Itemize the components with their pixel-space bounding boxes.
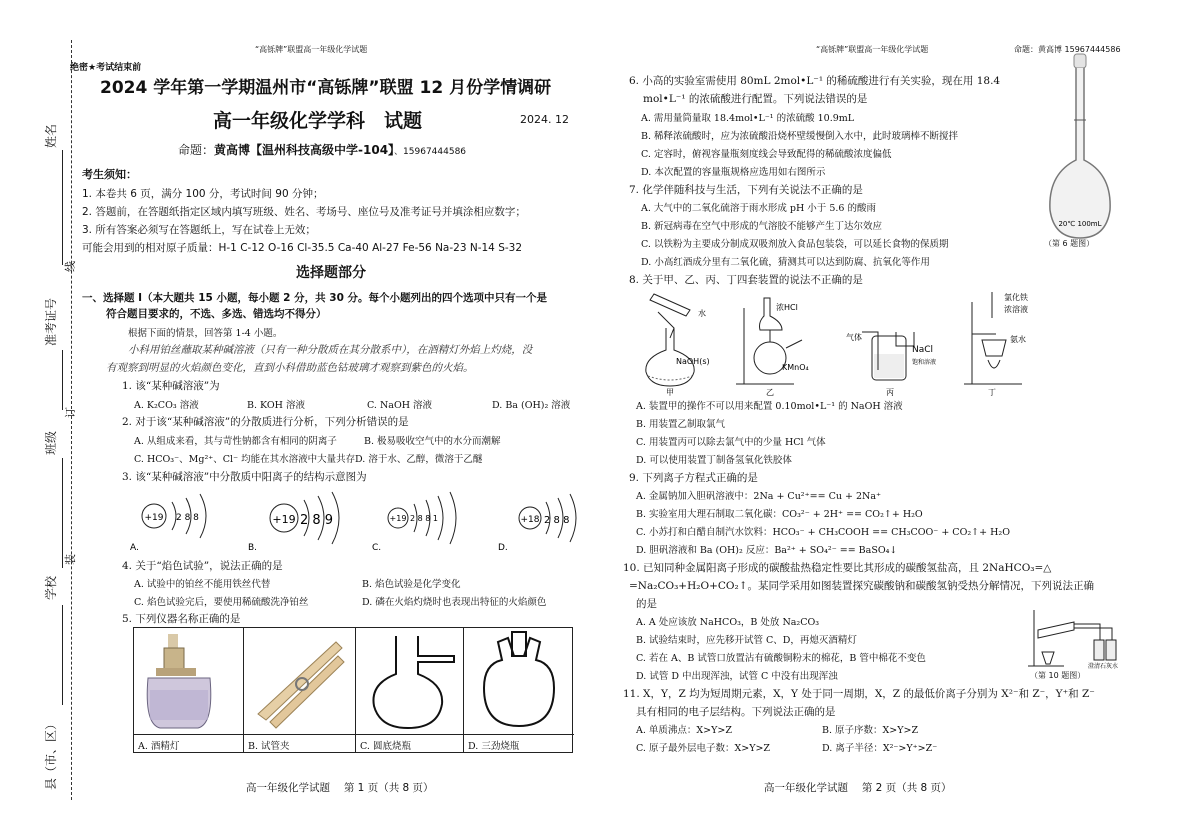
q8-stem: 8. 关于甲、乙、丙、丁四套装置的说法不正确的是 (629, 274, 863, 286)
q3-b-charge: +19 (272, 513, 296, 526)
q9-option-b: B. 实验室用大理石制取二氧化碳：CO₃²⁻ + 2H⁺ == CO₂↑+ H₂O (636, 509, 923, 520)
ding-conc-label: 浓溶液 (1004, 305, 1028, 314)
section-title: 选择题部分 (296, 265, 366, 281)
bing-nacl-label: NaCl (912, 345, 934, 355)
q2-stem: 2. 对于该“某种碱溶液”的分散质进行分析，下列分析错误的是 (122, 416, 409, 428)
confidential-mark: 绝密★考试结束前 (70, 63, 142, 73)
ding-ammonia-label: 氨水 (1010, 335, 1026, 344)
q10-stem-3: 的是 (636, 598, 657, 610)
q6-option-d: D. 本次配置的容量瓶规格应选用如右图所示 (641, 167, 826, 178)
q1-stem: 1. 该“某种碱溶液”为 (122, 380, 220, 392)
q3-diagram-d (498, 494, 576, 553)
volumetric-flask-figure (1040, 50, 1120, 245)
q3-diagram-b (248, 492, 339, 553)
q5-caption-b: B. 试管夹 (244, 734, 355, 752)
q5-caption-c: C. 圆底烧瓶 (356, 734, 463, 752)
notice-item-1: 1. 本卷共 6 页，满分 100 分，考试时间 90 分钟； (82, 188, 324, 200)
q5-caption-d: D. 三劲烧瓶 (464, 734, 574, 752)
q3-ion-diagrams (128, 484, 588, 554)
q3-b-label: B. (248, 543, 258, 553)
scene-intro: 根据下面的情景，回答第 1-4 小题。 (128, 328, 283, 339)
q6-option-c: C. 定容时，俯视容量瓶刻度线会导致配得的稀硫酸浓度偏低 (641, 149, 892, 160)
q5-cell-a (134, 628, 244, 752)
q7-option-b: B. 新冠病毒在空气中形成的气溶胶不能够产生丁达尔效应 (641, 221, 883, 232)
margin-label-exam-id: 准考证号 (44, 297, 58, 346)
exam-date: 2024. 12 (520, 113, 569, 126)
q8-apparatus-figure (636, 288, 1056, 396)
test-tube-clamp-image (244, 628, 356, 734)
yi-kmno4-label: KMnO₄ (782, 363, 809, 372)
q3-b-shells: 2 8 9 (300, 513, 334, 528)
part1-instruction-2: 符合题目要求的，不选、多选、错选均不得分） (106, 308, 327, 320)
alcohol-lamp-image (134, 628, 244, 734)
apparatus-jia (646, 294, 710, 396)
q10-option-d: D. 试管 D 中出现浑浊，试管 C 中没有出现浑浊 (636, 671, 838, 682)
atomic-mass-note: 可能会用到的相对原子质量：H-1 C-12 O-16 Cl-35.5 Ca-40 Al-27 Fe-56 Na-23 N-14 S-32 (82, 242, 523, 254)
q2-option-b: B. 极易吸收空气中的水分而潮解 (364, 436, 501, 447)
page2-header-author: 命题：黄高博 15967444586 (1014, 45, 1121, 54)
apparatus-bing (846, 332, 936, 396)
q5-instrument-table (133, 627, 573, 753)
q11-option-c: C. 原子最外层电子数：X>Y>Z (636, 743, 771, 754)
exam-id-blank-line (62, 350, 63, 410)
author-label: 命题： (178, 143, 215, 157)
jia-naoh-label: NaOH(s) (676, 357, 710, 366)
q6-option-a: A. 需用量筒量取 18.4mol•L⁻¹ 的浓硫酸 10.9mL (641, 113, 855, 124)
exam-title-line1: 2024 学年第一学期温州市“高铄牌”联盟 12 月份学情调研 (100, 78, 552, 98)
q3-d-label: D. (498, 543, 508, 553)
q2-option-d: D. 溶于水、乙醇，微溶于乙醚 (355, 454, 483, 465)
q3-a-label: A. (130, 543, 139, 553)
q11-option-d: D. 离子半径：X²⁻>Y⁺>Z⁻ (822, 743, 938, 754)
school-blank-line (62, 605, 63, 705)
q3-c-shells: 2 8 8 1 (410, 514, 438, 523)
author-name: 黄高博【温州科技高级中学-104】 (214, 143, 395, 157)
volumetric-flask-label: 20℃ 100mL (1058, 220, 1102, 228)
q11-stem-1: 11. X，Y，Z 均为短周期元素，X，Y 处于同一周期，X，Z 的最低价离子分别为 X²⁻和 Z⁻，Y⁺和 Z⁻ (623, 688, 1095, 700)
binding-dashed-line (71, 40, 72, 800)
flask-image (356, 628, 464, 734)
margin-label-county: 县（市、区） (44, 717, 58, 790)
q10-apparatus-figure (1024, 600, 1124, 670)
name-blank-line (62, 150, 63, 265)
q4-option-c: C. 焰色试验完后，要使用稀硫酸洗净铂丝 (134, 597, 309, 608)
q7-option-c: C. 以铁粉为主要成分制成双吸剂放入食品包装袋，可以延长食物的保质期 (641, 239, 949, 250)
q8-option-c: C. 用装置丙可以除去氯气中的少量 HCl 气体 (636, 437, 826, 448)
bing-gas-label: 气体 (846, 333, 862, 342)
q9-option-d: D. 胆矾溶液和 Ba (OH)₂ 反应：Ba²⁺ + SO₄²⁻ == BaSO₄↓ (636, 545, 898, 556)
q2-option-c: C. HCO₃⁻、Mg²⁺、Cl⁻ 均能在其水溶液中大量共存 (134, 454, 356, 465)
notice-item-3: 3. 所有答案必须写在答题纸上，写在试卷上无效； (82, 224, 316, 236)
q3-stem: 3. 该“某种碱溶液”中分散质中阳离子的结构示意图为 (122, 471, 367, 483)
q8-option-b: B. 用装置乙制取氯气 (636, 419, 726, 430)
scene-text-1: 小科用铂丝蘸取某种碱溶液（只有一种分散质在其分散系中），在酒精灯外焰上灼烧，没 (128, 344, 533, 356)
page2-footer: 高一年级化学试题 第 2 页（共 8 页） (764, 782, 952, 794)
q1-option-a: A. K₂CO₃ 溶液 (134, 400, 199, 411)
q3-a-charge: +19 (144, 513, 164, 523)
q7-option-d: D. 小高红酒成分里有二氧化硫，猜测其可以达到防腐、抗氧化等作用 (641, 257, 930, 268)
page1-footer: 高一年级化学试题 第 1 页（共 8 页） (246, 782, 434, 794)
exam-title-line2: 高一年级化学学科 试题 (213, 110, 423, 132)
apparatus-label-yi: 乙 (766, 388, 774, 396)
yi-hcl-label: 浓HCl (776, 303, 798, 312)
q6-stem-1: 6. 小高的实验室需使用 80mL 2mol•L⁻¹ 的稀硫酸进行有关实验，现在用 18.4 (629, 75, 1001, 87)
q10-option-a: A. A 处应该放 NaHCO₃，B 处放 Na₂CO₃ (636, 617, 820, 628)
author-line (178, 141, 466, 158)
q10-stem-1: 10. 已知同种金属阳离子形成的碳酸盐热稳定性要比其形成的碳酸氢盐高，且 2NaHCO₃=△ (623, 562, 1052, 574)
q4-option-d: D. 磷在火焰灼烧时也表现出特征的火焰颜色 (362, 597, 547, 608)
q5-cell-c (356, 628, 464, 752)
q3-c-label: C. (372, 543, 382, 553)
q3-a-shells: 2 8 8 (176, 513, 199, 523)
q6-option-b: B. 稀释浓硫酸时，应为浓硫酸沿烧杯壁缓慢倒入水中，此时玻璃棒不断搅拌 (641, 131, 959, 142)
q5-stem: 5. 下列仪器名称正确的是 (122, 613, 241, 625)
margin-cut-line-mark: 线 (64, 261, 77, 272)
q10-stem-2: =Na₂CO₃+H₂O+CO₂↑。某同学采用如图装置探究碳酸钠和碳酸氢钠受热分解情况，下列说法正确 (629, 580, 1095, 592)
apparatus-label-bing: 丙 (886, 388, 894, 396)
q1-option-d: D. Ba (OH)₂ 溶液 (492, 400, 571, 411)
author-phone: 、15967444586 (394, 147, 467, 157)
margin-cut-bind-mark: 订 (64, 407, 77, 418)
q10-option-b: B. 试验结束时，应先移开试管 C、D，再熄灭酒精灯 (636, 635, 857, 646)
margin-label-class: 班级 (44, 430, 58, 455)
q4-stem: 4. 关于“焰色试验”，说法正确的是 (122, 560, 283, 572)
q6-figure-caption: （第 6 题图） (1044, 239, 1095, 248)
q11-option-b: B. 原子序数：X>Y>Z (822, 725, 919, 736)
apparatus-label-ding: 丁 (988, 388, 996, 396)
q10-option-c: C. 若在 A、B 试管口放置沾有硫酸铜粉末的棉花，B 管中棉花不变色 (636, 653, 926, 664)
q3-diagram-a (130, 494, 206, 553)
q1-option-c: C. NaOH 溶液 (367, 400, 433, 411)
q3-d-charge: +18 (520, 515, 540, 525)
q2-option-a: A. 从组成来看，其与苛性钠都含有相同的阴离子 (134, 436, 337, 447)
ding-fecl3-label: 氯化铁 (1004, 293, 1028, 302)
q6-stem-2: mol•L⁻¹ 的浓硫酸进行配置。下列说法错误的是 (643, 93, 868, 105)
q9-option-a: A. 金属钠加入胆矾溶液中：2Na + Cu²⁺== Cu + 2Na⁺ (636, 491, 881, 502)
margin-label-school: 学校 (44, 575, 58, 600)
class-blank-line (62, 458, 63, 568)
apparatus-ding (964, 292, 1028, 396)
notice-title: 考生须知： (82, 168, 137, 181)
jia-water-label: 水 (698, 309, 706, 318)
q8-option-a: A. 装置甲的操作不可以用来配置 0.10mol•L⁻¹ 的 NaOH 溶液 (636, 401, 903, 412)
q5-cell-d (464, 628, 574, 752)
q5-cell-b (244, 628, 356, 752)
q7-option-a: A. 大气中的二氧化硫溶于雨水形成 pH 小于 5.6 的酸雨 (641, 203, 876, 214)
q10-figure-caption: （第 10 题图） (1030, 671, 1086, 680)
margin-label-name: 姓名 (44, 123, 58, 148)
q3-c-charge: +19 (389, 514, 407, 523)
page1-header: “高铄牌”联盟高一年级化学试题 (255, 45, 368, 54)
apparatus-yi (736, 298, 809, 396)
q3-d-shells: 2 8 8 (544, 515, 570, 526)
scene-text-2: 有观察到明显的火焰颜色变化，直到小科借助蓝色钴玻璃才观察到紫色的火焰。 (106, 362, 474, 374)
page2-header: “高铄牌”联盟高一年级化学试题 (816, 45, 929, 54)
q4-option-a: A. 试验中的铂丝不能用铁丝代替 (134, 579, 271, 590)
q7-stem: 7. 化学伴随科技与生活，下列有关说法不正确的是 (629, 184, 863, 196)
part1-instruction-1: 一、选择题 I（本大题共 15 小题，每小题 2 分，共 30 分。每个小题列出的四个选项中只有一个是 (82, 292, 548, 304)
q4-option-b: B. 焰色试验是化学变化 (362, 579, 461, 590)
q10-limewater-label: 澄清石灰水 (1088, 663, 1119, 670)
apparatus-label-jia: 甲 (666, 388, 674, 396)
q3-diagram-c (372, 492, 456, 553)
q9-option-c: C. 小苏打和白醋自制汽水饮料：HCO₃⁻ + CH₃COOH == CH₃COO⁻ + CO₂↑+ H₂O (636, 527, 1010, 538)
three-neck-flask-image (464, 628, 574, 734)
q9-stem: 9. 下列离子方程式正确的是 (629, 472, 758, 484)
q8-option-d: D. 可以使用装置丁制备氢氧化铁胶体 (636, 455, 792, 466)
notice-item-2: 2. 答题前，在答题纸指定区域内填写班级、姓名、考场号、座位号及准考证号并填涂相应数字； (82, 206, 526, 218)
bing-saturated-label: 饱和溶液 (912, 359, 937, 366)
q11-option-a: A. 单质沸点：X>Y>Z (636, 725, 732, 736)
q5-caption-a: A. 酒精灯 (134, 734, 243, 752)
q11-stem-2: 具有相同的电子层结构。下列说法正确的是 (636, 706, 836, 718)
q1-option-b: B. KOH 溶液 (247, 400, 305, 411)
margin-cut-pack-mark: 装 (64, 554, 77, 565)
